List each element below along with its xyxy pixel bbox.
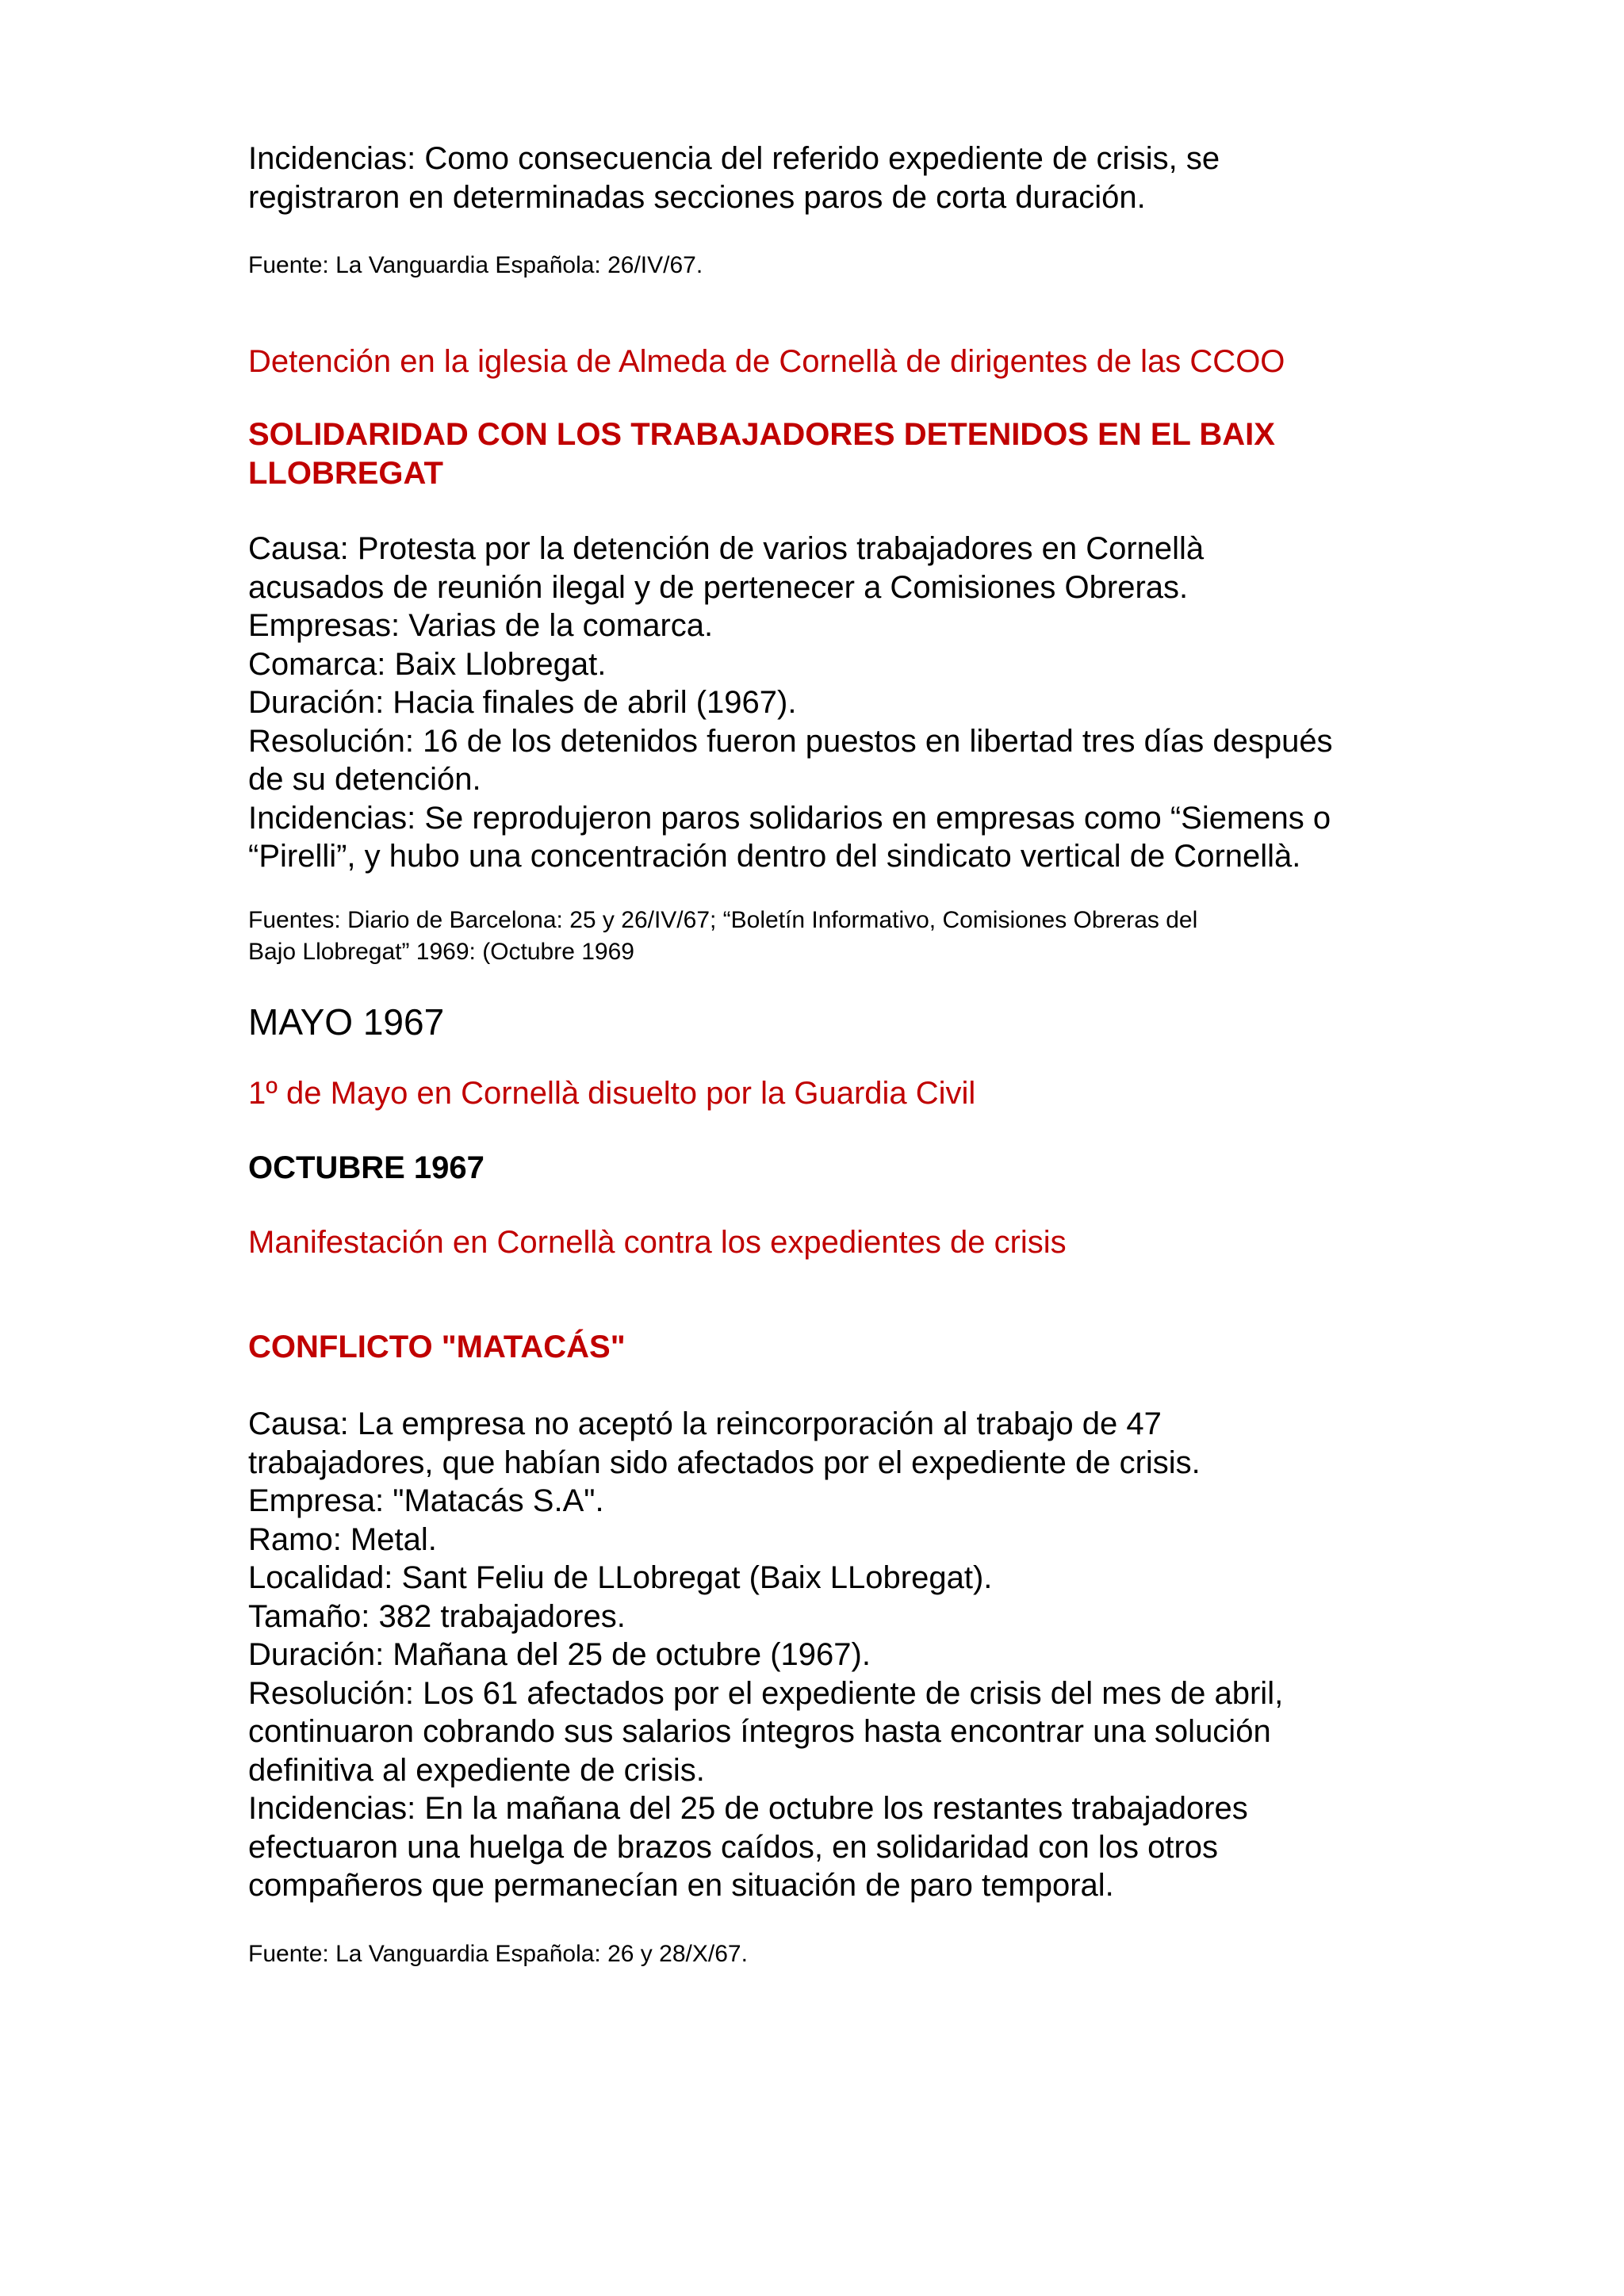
heading-solidaridad (248, 415, 1406, 492)
heading-line: SOLIDARIDAD CON LOS TRABAJADORES DETENIDOS EN EL BAIX (248, 417, 1275, 452)
text-line: “Pirelli”, y hubo una concentración dentro del sindicato vertical de Cornellà. (248, 839, 1301, 874)
text-line: Causa: La empresa no aceptó la reincorporación al trabajo de 47 (248, 1406, 1162, 1441)
text-line: Localidad: Sant Feliu de LLobregat (Baix LLobregat). (248, 1560, 993, 1595)
section-title-detencion: Detención en la iglesia de Almeda de Cornellà de dirigentes de las CCOO (248, 344, 1285, 379)
document-page (248, 140, 1406, 1970)
incidencias-paragraph (248, 140, 1406, 216)
month-heading-octubre: OCTUBRE 1967 (248, 1150, 485, 1185)
section-title-primero-mayo: 1º de Mayo en Cornellà disuelto por la Guardia Civil (248, 1075, 976, 1111)
heading-line: LLOBREGAT (248, 455, 443, 491)
source-line: Fuentes: Diario de Barcelona: 25 y 26/IV/67; “Boletín Informativo, Comisiones Obreras del (248, 906, 1198, 933)
text-line: trabajadores, que habían sido afectados por el expediente de crisis. (248, 1445, 1201, 1480)
text-line: Comarca: Baix Llobregat. (248, 646, 607, 682)
text-line: Tamaño: 382 trabajadores. (248, 1598, 626, 1634)
text-line: acusados de reunión ilegal y de pertenecer a Comisiones Obreras. (248, 569, 1189, 605)
text-line: Duración: Hacia finales de abril (1967). (248, 685, 797, 720)
source-note: Fuente: La Vanguardia Española: 26/IV/67. (248, 252, 703, 278)
text-line: Empresas: Varias de la comarca. (248, 608, 714, 643)
month-heading-mayo: MAYO 1967 (248, 1001, 445, 1043)
text-line: compañeros que permanecían en situación de paro temporal. (248, 1868, 1114, 1903)
text-line: de su detención. (248, 762, 481, 797)
sources-note (248, 905, 1406, 968)
source-note: Fuente: La Vanguardia Española: 26 y 28/X/67. (248, 1940, 748, 1967)
text-line: Ramo: Metal. (248, 1521, 437, 1557)
solidaridad-details (248, 530, 1406, 876)
source-line: Bajo Llobregat” 1969: (Octubre 1969 (248, 938, 634, 965)
section-title-manifestacion: Manifestación en Cornellà contra los expedientes de crisis (248, 1224, 1067, 1260)
text-line: Empresa: "Matacás S.A". (248, 1483, 604, 1518)
text-line: Resolución: 16 de los detenidos fueron puestos en libertad tres días después (248, 723, 1333, 759)
text-line: definitiva al expediente de crisis. (248, 1752, 705, 1788)
text-line: Incidencias: En la mañana del 25 de octubre los restantes trabajadores (248, 1791, 1248, 1826)
text-line: Causa: Protesta por la detención de varios trabajadores en Cornellà (248, 531, 1205, 566)
text-line: Duración: Mañana del 25 de octubre (1967). (248, 1637, 871, 1672)
text-line: efectuaron una huelga de brazos caídos, en solidaridad con los otros (248, 1829, 1219, 1865)
text-line: continuaron cobrando sus salarios íntegros hasta encontrar una solución (248, 1714, 1271, 1749)
text-line: Resolución: Los 61 afectados por el expediente de crisis del mes de abril, (248, 1675, 1284, 1711)
text-line: Incidencias: Como consecuencia del referido expediente de crisis, se (248, 141, 1220, 176)
text-line: Incidencias: Se reprodujeron paros solidarios en empresas como “Siemens o (248, 800, 1331, 836)
matacas-details (248, 1405, 1406, 1905)
heading-conflicto-matacas: CONFLICTO "MATACÁS" (248, 1329, 626, 1364)
text-line: registraron en determinadas secciones paros de corta duración. (248, 179, 1146, 215)
